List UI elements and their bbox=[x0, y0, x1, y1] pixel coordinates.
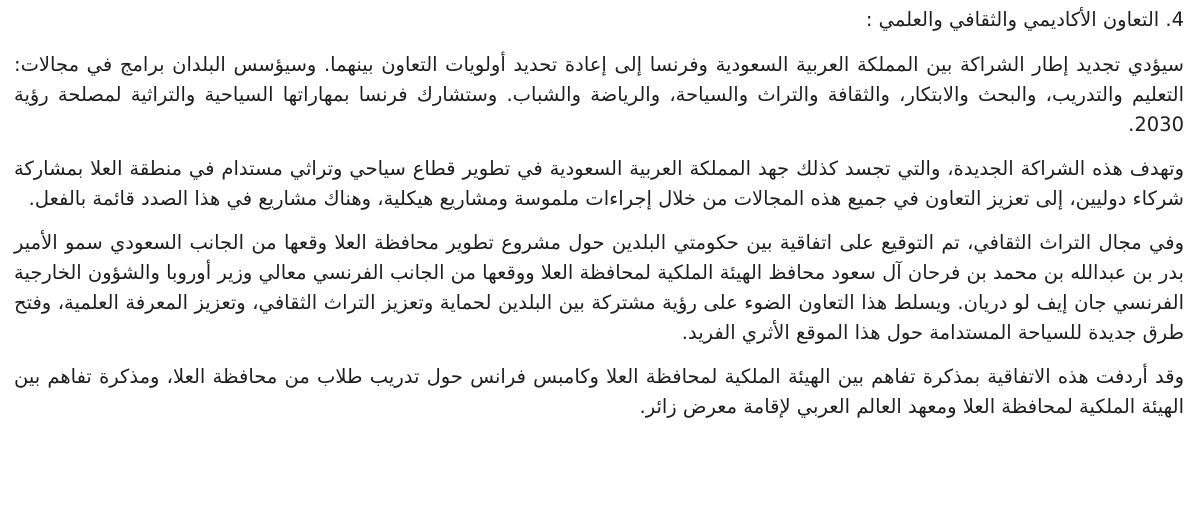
paragraph-partnership-goals: وتهدف هذه الشراكة الجديدة، والتي تجسد كذلك جهد المملكة العربية السعودية في تطوير قطاع سياحي وتراثي مستدام في منطقة العلا بمشاركة شركاء دوليين، إلى تعزيز التعاون في جميع هذه المجالات من خلال إجراءات ملموسة ومشاريع هيكلية، وهناك مشاريع في هذا الصدد قائمة بالفعل. bbox=[14, 157, 1184, 210]
paragraph-partnership-priorities: سيؤدي تجديد إطار الشراكة بين المملكة العربية السعودية وفرنسا إلى إعادة تحديد أولويات التعاون بينهما. وسيؤسس البلدان برامج في مجالات: التعليم والتدريب، والبحث والابتكار، والثقافة والتراث والسياحة، والرياضة والشباب. وستشارك فرنسا بمهاراتها السياحية والتراثية لمصلحة رؤية 2030. bbox=[14, 53, 1184, 136]
paragraph-memoranda-of-understanding: وقد أردفت هذه الاتفاقية بمذكرة تفاهم بين الهيئة الملكية لمحافظة العلا وكامبس فرانس حول تدريب طلاب من محافظة العلا، ومذكرة تفاهم بين الهيئة الملكية لمحافظة العلا ومعهد العالم العربي لإقامة معرض زائر. bbox=[14, 365, 1184, 418]
section-heading: 4. التعاون الأكاديمي والثقافي والعلمي : bbox=[865, 8, 1184, 31]
paragraph-cultural-heritage-agreement: وفي مجال التراث الثقافي، تم التوقيع على اتفاقية بين حكومتي البلدين حول مشروع تطوير محافظة العلا وقعها من الجانب السعودي سمو الأمير بدر بن عبدالله بن محمد بن فرحان آل سعود محافظ الهيئة الملكية لمحافظة العلا ووقعها من الجانب الفرنسي معالي وزير أوروبا والشؤون الخارجية الفرنسي جان إيف لو دريان. ويسلط هذا التعاون الضوء على رؤية مشتركة بين البلدين لحماية وتعزيز التراث الثقافي، وتعزيز المعرفة العلمية، وفتح طرق جديدة للسياحة المستدامة حول هذا الموقع الأثري الفريد. bbox=[14, 231, 1184, 344]
